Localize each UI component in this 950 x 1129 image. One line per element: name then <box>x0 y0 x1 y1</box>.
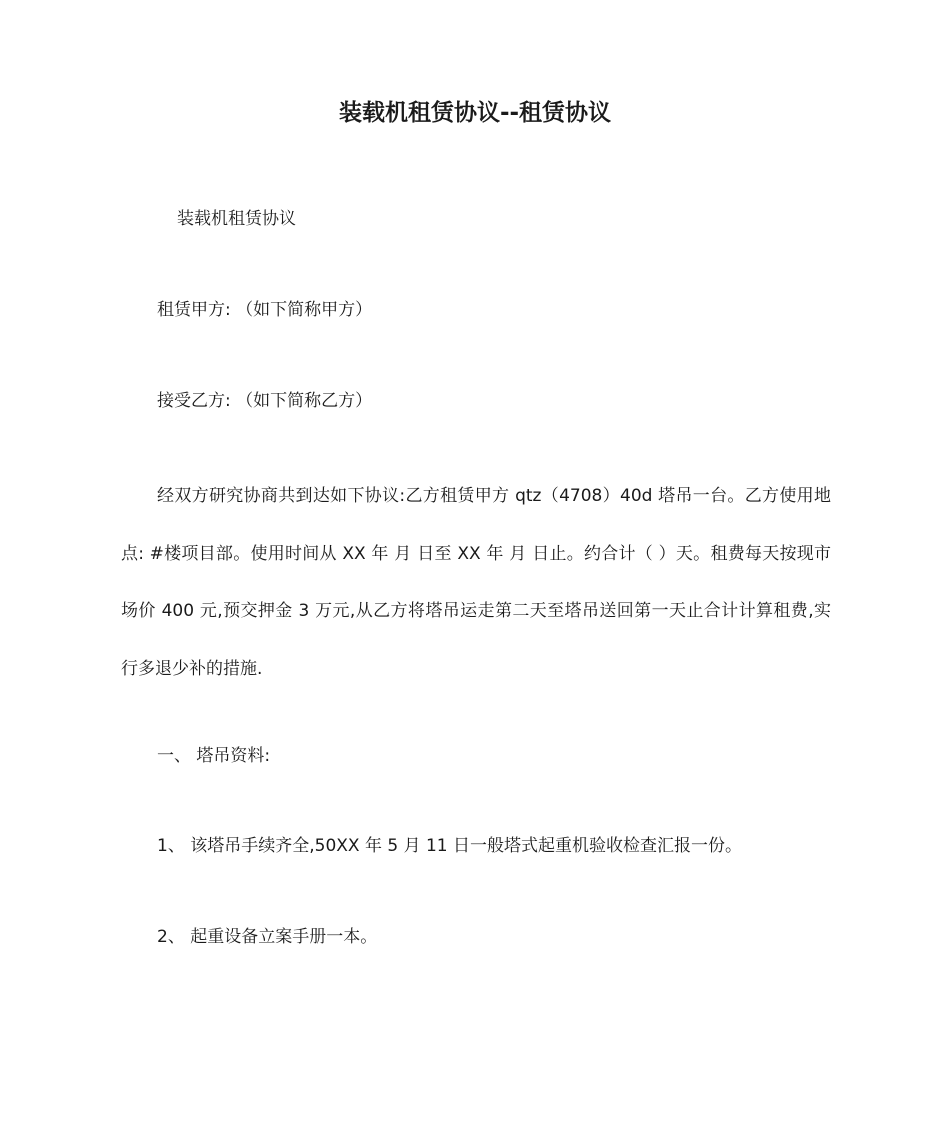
section-heading-tower-crane-info: 一、 塔吊资料: <box>157 746 271 766</box>
party-b-line: 接受乙方: （如下简称乙方） <box>157 391 373 411</box>
list-item: 1、 该塔吊手续齐全,50XX 年 5 月 11 日一般塔式起重机验收检查汇报一份。 <box>157 836 743 856</box>
list-item: 2、 起重设备立案手册一本。 <box>157 927 378 947</box>
document-subtitle: 装载机租赁协议 <box>177 209 296 229</box>
party-a-line: 租赁甲方: （如下简称甲方） <box>157 300 373 320</box>
agreement-paragraph: 经双方研究协商共到达如下协议:乙方租赁甲方 qtz（4708）40d 塔吊一台。乙方使用地点: #楼项目部。使用时间从 XX 年 月 日至 XX 年 月 日止。约合计（ ）天。租费每天按现市场价 400 元,预交押金 3 万元,从乙方将塔吊运走第二天至塔吊送回第一天止合计计算租费,实行多退少补的措施. <box>121 486 831 679</box>
document-title: 装载机租赁协议--租赁协议 <box>338 100 612 126</box>
